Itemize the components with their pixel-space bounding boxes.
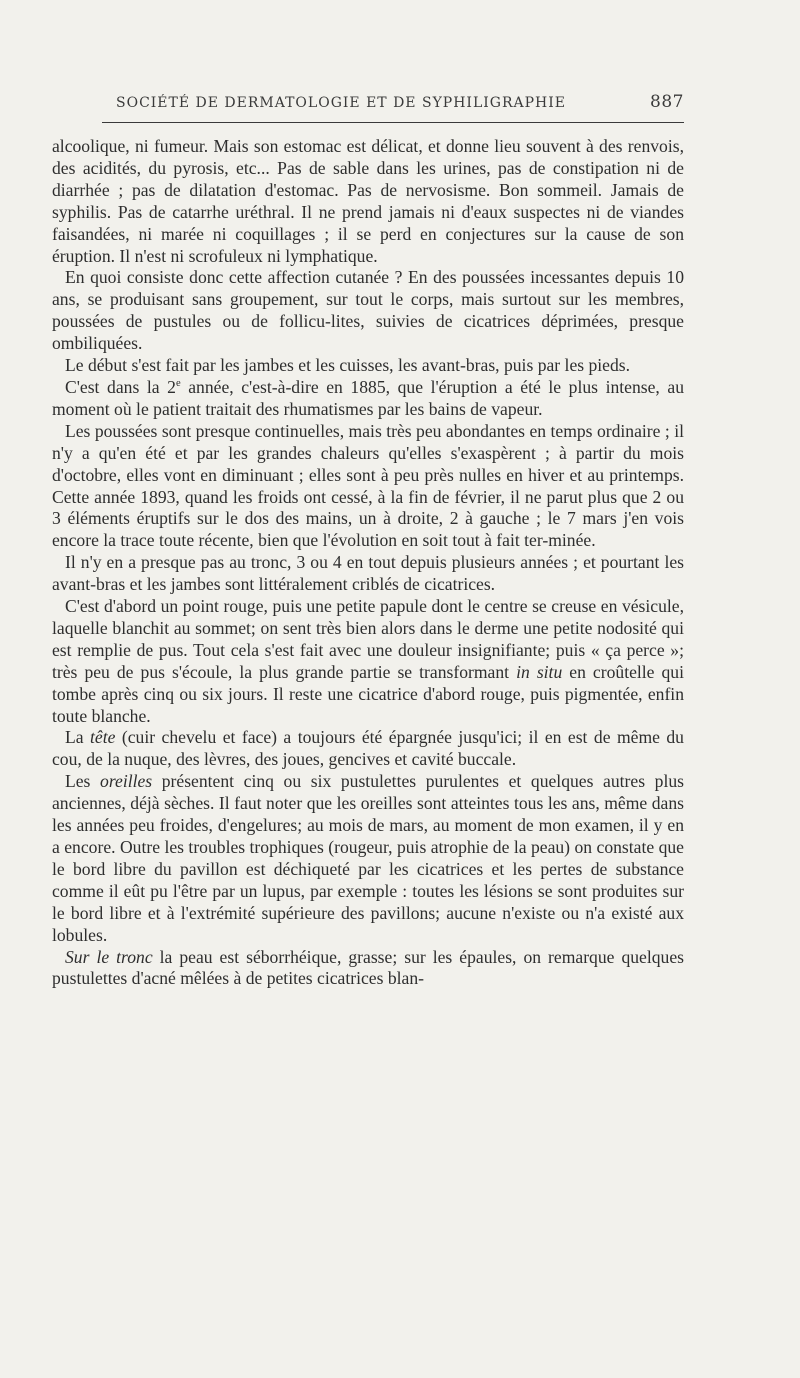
- paragraph: [52, 727, 684, 771]
- paragraph: [52, 421, 684, 552]
- paragraph: [52, 355, 684, 377]
- page-number: 887: [650, 92, 684, 112]
- text-segment: année, c'est-à-dire en 1885, que l'éruption a été le plus intense, au moment où le patient traitait des rhumatismes par les bains de vapeur.: [52, 376, 684, 419]
- paragraph: [52, 136, 684, 267]
- text-segment: Il n'y en a presque pas au tronc, 3 ou 4 en tout depuis plusieurs années ; et pourtant les avant-bras et les jambes sont littéralement criblés de cicatrices.: [52, 552, 684, 595]
- running-title: SOCIÉTÉ DE DERMATOLOGIE ET DE SYPHILIGRAPHIE: [116, 95, 567, 111]
- running-header: [52, 92, 684, 112]
- paragraph: [52, 947, 684, 991]
- paragraph: [52, 596, 684, 727]
- italic-text: Sur le tronc: [65, 946, 153, 967]
- italic-text: oreilles: [100, 771, 153, 792]
- italic-text: in situ: [516, 661, 563, 682]
- paragraph: [52, 552, 684, 596]
- book-page: [52, 92, 684, 990]
- italic-text: tête: [90, 727, 116, 748]
- text-segment: la peau est séborrhéique, grasse; sur les épaules, on remarque quelques pustulettes d'acné mêlées à de petites cicatrices blan-: [52, 946, 685, 989]
- paragraph: [52, 377, 684, 421]
- text-segment: Le début s'est fait par les jambes et les cuisses, les avant-bras, puis par les pieds.: [65, 355, 631, 376]
- header-rule: [102, 122, 684, 123]
- text-segment: C'est d'abord un point rouge, puis une petite papule dont le centre se creuse en vésicule, laquelle blanchit au sommet; on sent très bien alors dans le derme une petite nodosité qui est remplie de pus. Tout cela s'est fait avec une douleur insignifiante; puis « ça perce »; très peu de pus s'écoule, la plus grande partie se transformant: [52, 596, 684, 682]
- text-segment: C'est dans la 2: [65, 376, 176, 397]
- body-text: [52, 136, 684, 990]
- text-segment: La: [65, 727, 91, 748]
- superscript: e: [175, 378, 181, 390]
- text-segment: Les poussées sont presque continuelles, mais très peu abondantes en temps ordinaire ; il n'y a qu'en été et par les grandes chaleurs qu'elles s'exaspèrent ; à partir du mois d'octobre, elles vont en diminuant ; elles sont à peu près nulles en hiver et au printemps. Cette année 1893, quand les froids ont cessé, à la fin de février, il ne parut plus que 2 ou 3 éléments éruptifs sur le dos des mains, un à droite, 2 à gauche ; le 7 mars j'en vois encore la trace toute récente, bien que l'évolution en soit tout à fait ter-minée.: [52, 420, 684, 551]
- text-segment: alcoolique, ni fumeur. Mais son estomac est délicat, et donne lieu souvent à des renvois, des acidités, du pyrosis, etc... Pas de sable dans les urines, pas de constipation ni de diarrhée ; pas de dilatation d'estomac. Pas de nervosisme. Bon sommeil. Jamais de syphilis. Pas de catarrhe uréthral. Il ne prend jamais ni d'eaux suspectes ni de viandes faisandées, ni marée ni coquillages ; il se perd en conjectures sur la cause de son éruption. Il n'est ni scrofuleux ni lymphatique.: [52, 136, 684, 266]
- text-segment: en croûtelle qui tombe après cinq ou six jours. Il reste une cicatrice d'abord rouge, puis pigmentée, enfin toute blanche.: [52, 661, 684, 726]
- text-segment: (cuir chevelu et face) a toujours été épargnée jusqu'ici; il en est de même du cou, de la nuque, des lèvres, des joues, gencives et cavité buccale.: [52, 727, 684, 770]
- text-segment: Les: [65, 771, 101, 792]
- paragraph: [52, 267, 684, 355]
- text-segment: présentent cinq ou six pustulettes purulentes et quelques autres plus anciennes, déjà sèches. Il faut noter que les oreilles sont atteintes tous les ans, même dans les années peu froides, d'engelures; au mois de mars, au moment de mon examen, il y en a encore. Outre les troubles trophiques (rougeur, puis atrophie de la peau) on constate que le bord libre du pavillon est déchiqueté par les cicatrices et les pertes de substance comme il eût pu l'être par un lupus, par exemple : toutes les lésions se sont produites sur le bord libre et à l'extrémité supérieure des pavillons; aucune n'existe ou n'a existé aux lobules.: [52, 771, 684, 945]
- paragraph: [52, 771, 684, 946]
- text-segment: En quoi consiste donc cette affection cutanée ? En des poussées incessantes depuis 10 ans, se produisant sans groupement, sur tout le corps, mais surtout sur les membres, poussées de pustules ou de follicu-lites, suivies de cicatrices déprimées, presque ombiliquées.: [52, 267, 684, 354]
